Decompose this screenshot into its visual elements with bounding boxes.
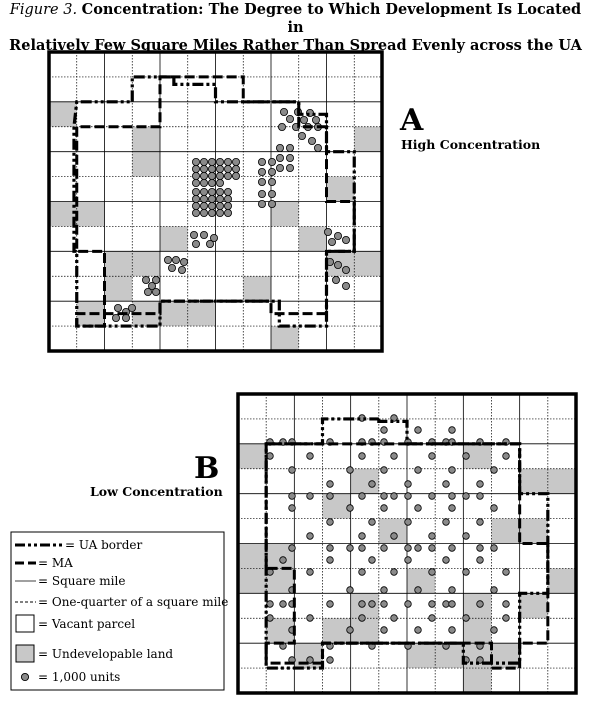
unit-dot: [200, 195, 207, 202]
unit-dot: [216, 172, 223, 179]
legend-vacant-text: = Vacant parcel: [38, 617, 136, 631]
unit-dot: [164, 256, 171, 263]
panel-b-label: Low Concentration: [90, 484, 223, 499]
unit-dot: [391, 569, 398, 576]
undevelopable-cell: [351, 618, 379, 643]
unit-dot: [449, 587, 456, 594]
unit-dot: [224, 195, 231, 202]
unit-dot: [359, 569, 366, 576]
undevelopable-cell: [132, 251, 160, 276]
unit-dot: [307, 453, 314, 460]
unit-dot: [224, 172, 231, 179]
unit-dot: [369, 601, 376, 608]
unit-dot: [208, 209, 215, 216]
unit-dot: [415, 627, 422, 634]
unit-dot: [216, 165, 223, 172]
unit-dot: [200, 188, 207, 195]
unit-dot: [327, 519, 334, 526]
unit-dot: [152, 288, 159, 295]
unit-dot: [429, 601, 436, 608]
unit-dot: [347, 627, 354, 634]
figure-label: Figure 3.: [9, 2, 78, 18]
unit-dot: [192, 202, 199, 209]
unit-dot: [216, 179, 223, 186]
unit-dot: [208, 165, 215, 172]
unit-dot: [307, 533, 314, 540]
panel-a-label: High Concentration: [401, 137, 541, 152]
unit-dot: [216, 188, 223, 195]
unit-dot: [449, 505, 456, 512]
unit-dot: [268, 200, 275, 207]
panel-b-grid: [238, 394, 576, 693]
unit-dot: [192, 240, 199, 247]
unit-dot: [477, 557, 484, 564]
unit-dot: [381, 467, 388, 474]
unit-dot: [268, 158, 275, 165]
undevelopable-cell: [160, 226, 188, 251]
unit-dot: [327, 493, 334, 500]
unit-dot: [192, 172, 199, 179]
unit-dot: [449, 545, 456, 552]
unit-dot: [359, 533, 366, 540]
unit-dot: [381, 505, 388, 512]
unit-dot: [443, 557, 450, 564]
unit-dot: [381, 427, 388, 434]
unit-dot: [289, 467, 296, 474]
unit-dot: [334, 261, 341, 268]
undevelopable-cell: [520, 469, 548, 494]
unit-dot: [359, 453, 366, 460]
unit-dot: [286, 154, 293, 161]
unit-dot: [178, 266, 185, 273]
unit-dot: [232, 165, 239, 172]
unit-dot: [405, 519, 412, 526]
unit-dot: [258, 200, 265, 207]
unit-dot: [152, 276, 159, 283]
panel-a-grid: [49, 52, 382, 351]
unit-dot: [258, 178, 265, 185]
unit-dot: [477, 519, 484, 526]
unit-dot: [314, 144, 321, 151]
undevelopable-cell: [520, 593, 548, 618]
unit-dot: [391, 533, 398, 540]
unit-dot: [359, 601, 366, 608]
unit-dot: [289, 505, 296, 512]
unit-dot: [415, 427, 422, 434]
legend-undevelopable-text: = Undevelopable land: [38, 647, 174, 661]
undevelopable-cell: [548, 568, 576, 593]
unit-dot: [168, 264, 175, 271]
legend-square-mile-text: = Square mile: [38, 574, 126, 588]
unit-dot: [369, 519, 376, 526]
unit-dot: [232, 158, 239, 165]
unit-dot: [280, 557, 287, 564]
unit-dot: [208, 195, 215, 202]
unit-dot: [491, 545, 498, 552]
unit-dot: [324, 228, 331, 235]
unit-dot: [327, 601, 334, 608]
unit-dot: [200, 158, 207, 165]
unit-dot: [280, 108, 287, 115]
unit-dot: [180, 258, 187, 265]
unit-dot: [300, 116, 307, 123]
unit-dot: [463, 493, 470, 500]
unit-dot: [192, 179, 199, 186]
unit-dot: [334, 232, 341, 239]
caption-title-line2: Relatively Few Square Miles Rather Than Spread Evenly across the UA: [9, 37, 582, 54]
unit-dot: [477, 601, 484, 608]
undevelopable-cell: [49, 102, 77, 127]
legend-ua-border-text: = UA border: [65, 538, 143, 552]
caption-title-line1: Concentration: The Degree to Which Development Is Located in: [81, 1, 582, 36]
unit-dot: [276, 144, 283, 151]
panel-b-letter: B: [194, 451, 220, 486]
unit-dot: [172, 256, 179, 263]
unit-dot: [429, 453, 436, 460]
unit-dot: [415, 545, 422, 552]
unit-dot: [381, 493, 388, 500]
unit-dot: [391, 453, 398, 460]
unit-dot: [381, 587, 388, 594]
unit-dot: [449, 627, 456, 634]
unit-dot: [449, 601, 456, 608]
undevelopable-cell: [379, 519, 407, 544]
vacant-parcel-swatch: [16, 615, 34, 632]
undevelopable-cell: [354, 127, 382, 152]
unit-dot: [342, 266, 349, 273]
undevelopable-cell: [271, 326, 299, 351]
unit-dot: [443, 481, 450, 488]
unit-dot: [280, 601, 287, 608]
unit-dot: [327, 557, 334, 564]
unit-dot: [429, 615, 436, 622]
unit-dot: [503, 615, 510, 622]
unit-dot: [405, 545, 412, 552]
unit-dot: [332, 276, 339, 283]
unit-dot: [128, 304, 135, 311]
unit-dot: [449, 427, 456, 434]
unit-dot: [307, 615, 314, 622]
unit-dot: [286, 164, 293, 171]
unit-dot: [327, 545, 334, 552]
unit-dot: [415, 467, 422, 474]
unit-dot: [342, 282, 349, 289]
undevelopable-swatch: [16, 645, 34, 662]
unit-dot: [200, 179, 207, 186]
unit-dot: [216, 158, 223, 165]
unit-dot: [192, 195, 199, 202]
unit-dot: [278, 123, 285, 130]
unit-dot: [405, 601, 412, 608]
unit-dot: [503, 569, 510, 576]
unit-dot: [190, 231, 197, 238]
unit-dot: [286, 144, 293, 151]
unit-dot: [224, 158, 231, 165]
unit-dot: [192, 158, 199, 165]
unit-dot: [443, 519, 450, 526]
unit-dot: [503, 453, 510, 460]
unit-dot: [405, 493, 412, 500]
undevelopable-cell: [299, 226, 327, 251]
unit-dot: [200, 231, 207, 238]
unit-dot: [276, 164, 283, 171]
unit-dot: [415, 505, 422, 512]
unit-dot: [405, 557, 412, 564]
unit-dot: [268, 190, 275, 197]
unit-dot: [142, 276, 149, 283]
unit-dot: [216, 202, 223, 209]
unit-dot: [258, 168, 265, 175]
unit-dot: [477, 493, 484, 500]
unit-dot: [327, 481, 334, 488]
unit-dot: [359, 545, 366, 552]
unit-dot: [200, 172, 207, 179]
undevelopable-cell: [132, 301, 215, 326]
unit-dot: [429, 493, 436, 500]
unit-dot: [114, 304, 121, 311]
undevelopable-cell: [548, 469, 576, 494]
unit-dot: [112, 314, 119, 321]
unit-dot: [342, 236, 349, 243]
undevelopable-cell: [463, 668, 491, 693]
unit-dot: [208, 179, 215, 186]
unit-dot: [449, 493, 456, 500]
unit-dot: [477, 481, 484, 488]
undevelopable-cell: [492, 519, 520, 544]
undevelopable-cell: [243, 276, 271, 301]
unit-dot: [381, 627, 388, 634]
unit-dot: [307, 569, 314, 576]
unit-dot: [429, 545, 436, 552]
unit-dot: [200, 209, 207, 216]
unit-dot: [286, 115, 293, 122]
unit-dot: [463, 569, 470, 576]
undevelopable-cell: [351, 469, 379, 494]
unit-dot: [208, 188, 215, 195]
unit-dot: [232, 172, 239, 179]
unit-dot: [463, 453, 470, 460]
unit-dot: [477, 545, 484, 552]
unit-dot: [224, 209, 231, 216]
undevelopable-cell: [327, 177, 355, 202]
unit-dot: [328, 238, 335, 245]
panel-a-letter: A: [400, 103, 424, 138]
unit-dot: [359, 493, 366, 500]
unit-dot: [258, 190, 265, 197]
legend: [11, 532, 228, 690]
unit-dot: [391, 493, 398, 500]
unit-dot: [347, 587, 354, 594]
unit-dot: [216, 195, 223, 202]
unit-dot: [312, 116, 319, 123]
unit-dot: [391, 615, 398, 622]
unit-dot: [208, 158, 215, 165]
unit-dot: [298, 132, 305, 139]
unit-dot: [224, 165, 231, 172]
unit-dot: [463, 533, 470, 540]
unit-dot: [429, 569, 436, 576]
unit-dot: [200, 165, 207, 172]
unit-dot: [208, 172, 215, 179]
unit-dot: [369, 557, 376, 564]
legend-units-text: = 1,000 units: [38, 670, 121, 684]
unit-dot: [192, 209, 199, 216]
unit-dot: [307, 493, 314, 500]
unit-dot: [369, 481, 376, 488]
unit-dot: [491, 627, 498, 634]
unit-dot: [258, 158, 265, 165]
unit-dot: [327, 657, 334, 664]
undevelopable-cell: [238, 444, 266, 469]
unit-dot: [429, 533, 436, 540]
unit-dot-icon: [21, 673, 28, 680]
unit-dot: [216, 209, 223, 216]
unit-dot: [308, 137, 315, 144]
unit-dot: [206, 240, 213, 247]
legend-quarter-mile-text: = One-quarter of a square mile: [38, 595, 229, 609]
unit-dot: [224, 202, 231, 209]
unit-dot: [381, 545, 388, 552]
unit-dot: [224, 188, 231, 195]
legend-ma-text: = MA: [38, 556, 73, 570]
unit-dot: [491, 587, 498, 594]
unit-dot: [289, 493, 296, 500]
unit-dot: [289, 545, 296, 552]
unit-dot: [347, 505, 354, 512]
unit-dot: [347, 545, 354, 552]
unit-dot: [405, 481, 412, 488]
unit-dot: [491, 505, 498, 512]
unit-dot: [463, 615, 470, 622]
undevelopable-cell: [520, 519, 548, 544]
unit-dot: [347, 467, 354, 474]
unit-dot: [491, 467, 498, 474]
unit-dot: [381, 601, 388, 608]
unit-dot: [122, 314, 129, 321]
unit-dot: [208, 202, 215, 209]
unit-dot: [449, 467, 456, 474]
unit-dot: [192, 165, 199, 172]
unit-dot: [268, 168, 275, 175]
unit-dot: [144, 288, 151, 295]
unit-dot: [268, 178, 275, 185]
unit-dot: [192, 188, 199, 195]
unit-dot: [276, 154, 283, 161]
unit-dot: [200, 202, 207, 209]
unit-dot: [359, 615, 366, 622]
unit-dot: [415, 587, 422, 594]
unit-dot: [503, 601, 510, 608]
